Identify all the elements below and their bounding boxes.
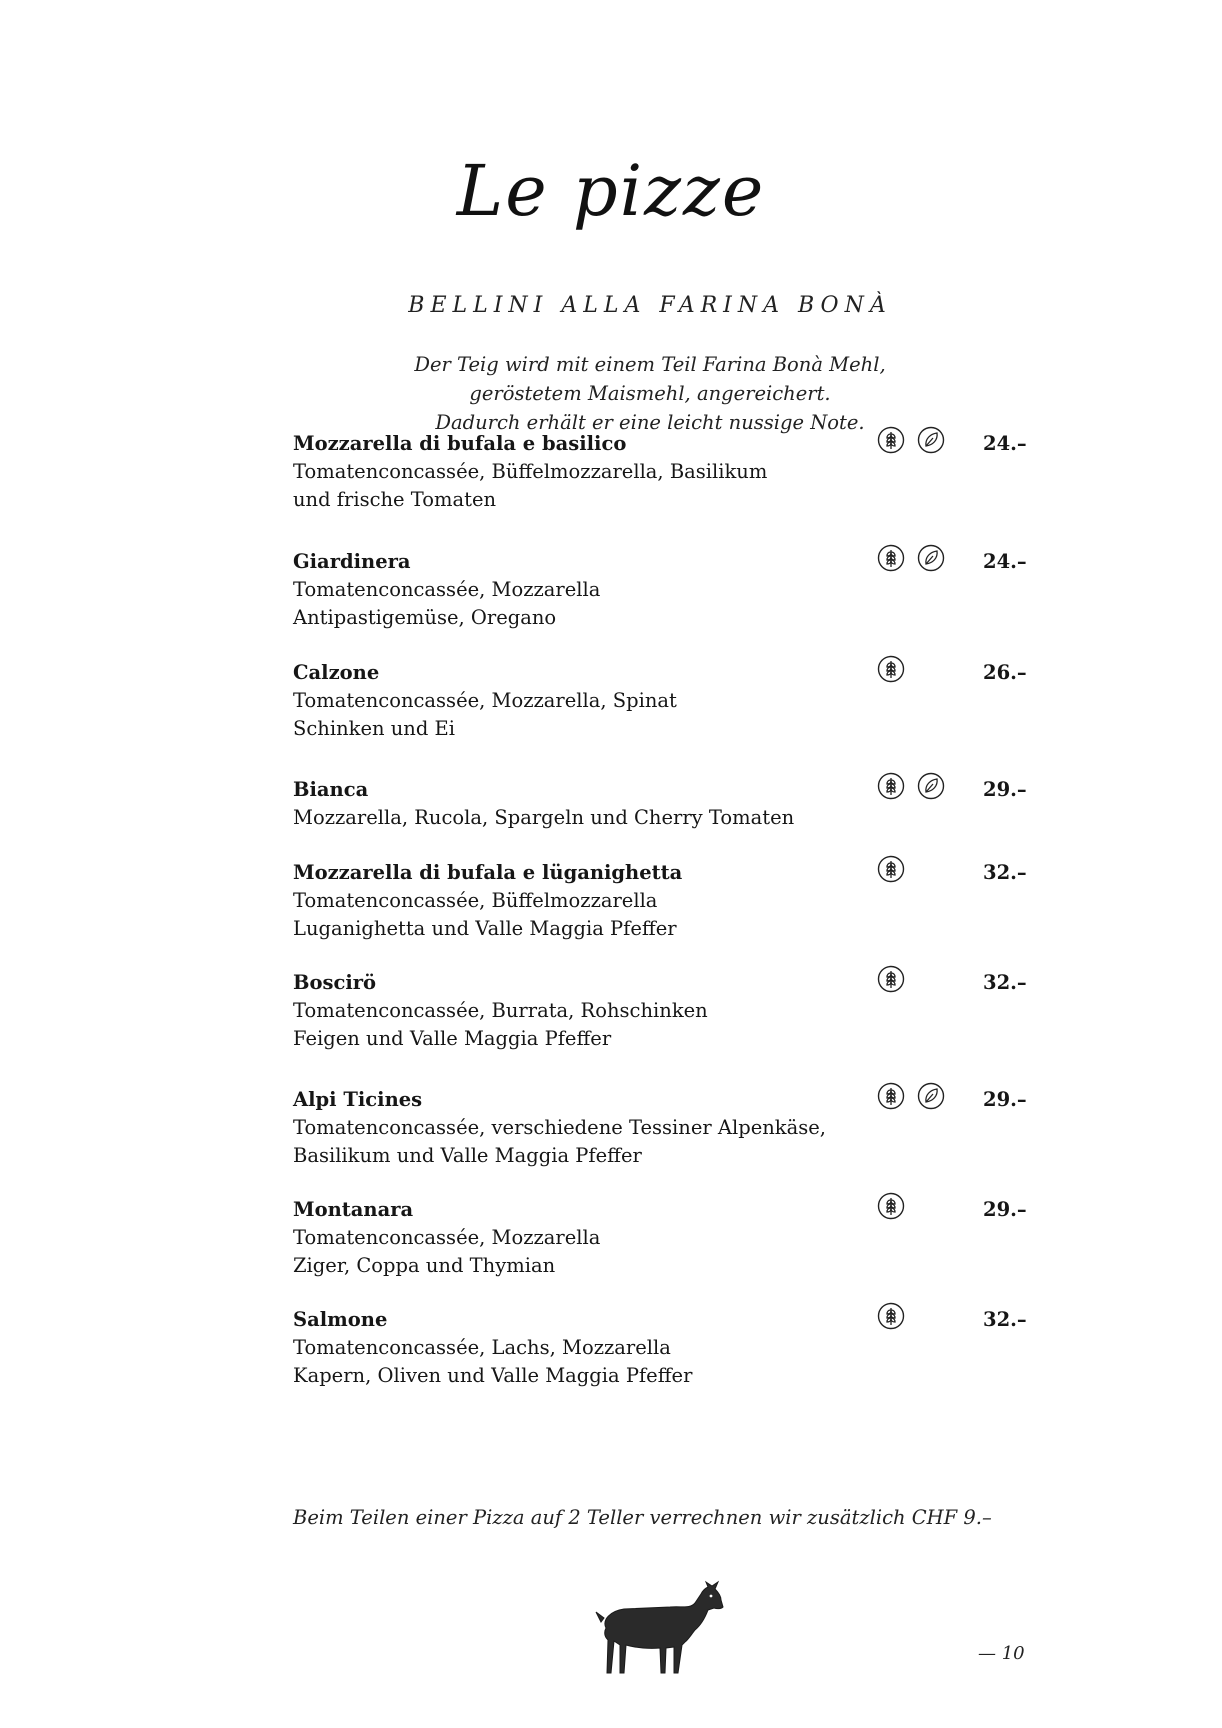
menu-item-description: Tomatenconcassée, Lachs, Mozzarella xyxy=(293,1336,671,1359)
menu-item-description: Schinken und Ei xyxy=(293,717,456,740)
menu-item-description: Tomatenconcassée, Mozzarella, Spinat xyxy=(293,689,677,712)
dietary-icons xyxy=(877,855,905,883)
sharing-footnote: Beim Teilen einer Pizza auf 2 Teller verrechnen wir zusätzlich CHF 9.– xyxy=(293,1506,992,1529)
menu-item-price: 24.– xyxy=(983,432,1027,455)
menu-item xyxy=(293,1086,1053,1170)
menu-item-description: Luganighetta und Valle Maggia Pfeffer xyxy=(293,917,677,940)
menu-item-description: Ziger, Coppa und Thymian xyxy=(293,1254,556,1277)
menu-item-description: Tomatenconcassée, Mozzarella xyxy=(293,1226,601,1249)
menu-item-price: 29.– xyxy=(983,1088,1027,1111)
dietary-icons xyxy=(877,655,905,683)
menu-item-name: Alpi Ticines xyxy=(293,1088,423,1111)
menu-item-name: Salmone xyxy=(293,1308,388,1331)
menu-item-price: 26.– xyxy=(983,661,1027,684)
dietary-icons xyxy=(877,965,905,993)
dietary-icons xyxy=(877,1192,905,1220)
wheat-icon xyxy=(877,426,905,454)
wheat-icon xyxy=(877,965,905,993)
wheat-icon xyxy=(877,655,905,683)
menu-item-name: Boscirö xyxy=(293,971,377,994)
intro-text xyxy=(0,350,1222,437)
page-number: — 10 xyxy=(978,1643,1025,1664)
goat-illustration-icon xyxy=(592,1578,727,1678)
menu-item-price: 24.– xyxy=(983,550,1027,573)
menu-item-description: Mozzarella, Rucola, Spargeln und Cherry Tomaten xyxy=(293,806,795,829)
menu-item-price: 32.– xyxy=(983,861,1027,884)
dietary-icons xyxy=(877,1082,945,1110)
menu-item-description: Kapern, Oliven und Valle Maggia Pfeffer xyxy=(293,1364,693,1387)
menu-item-price: 32.– xyxy=(983,1308,1027,1331)
wheat-icon xyxy=(877,1192,905,1220)
menu-item xyxy=(293,776,1053,832)
intro-line: Dadurch erhält er eine leicht nussige Note. xyxy=(435,411,865,434)
intro-line: Der Teig wird mit einem Teil Farina Bonà Mehl, xyxy=(414,353,886,376)
menu-item-name: Calzone xyxy=(293,661,380,684)
menu-item-description: Tomatenconcassée, verschiedene Tessiner Alpenkäse, xyxy=(293,1116,826,1139)
wheat-icon xyxy=(877,1302,905,1330)
dietary-icons xyxy=(877,426,945,454)
menu-item-name: Mozzarella di bufala e basilico xyxy=(293,432,627,455)
menu-item xyxy=(293,659,1053,743)
menu-item xyxy=(293,548,1053,632)
menu-item-description: Feigen und Valle Maggia Pfeffer xyxy=(293,1027,612,1050)
wheat-icon xyxy=(877,544,905,572)
dietary-icons xyxy=(877,1302,905,1330)
menu-item-description: Antipastigemüse, Oregano xyxy=(293,606,557,629)
dietary-icons xyxy=(877,544,945,572)
menu-item-name: Mozzarella di bufala e lüganighetta xyxy=(293,861,683,884)
menu-item xyxy=(293,1306,1053,1390)
menu-item-price: 32.– xyxy=(983,971,1027,994)
menu-item xyxy=(293,859,1053,943)
leaf-icon xyxy=(917,772,945,800)
menu-item-description: Tomatenconcassée, Burrata, Rohschinken xyxy=(293,999,708,1022)
menu-item-description: und frische Tomaten xyxy=(293,488,497,511)
menu-item xyxy=(293,1196,1053,1280)
wheat-icon xyxy=(877,1082,905,1110)
leaf-icon xyxy=(917,544,945,572)
wheat-icon xyxy=(877,855,905,883)
menu-item-name: Montanara xyxy=(293,1198,414,1221)
leaf-icon xyxy=(917,1082,945,1110)
menu-item xyxy=(293,430,1053,514)
menu-item xyxy=(293,969,1053,1053)
menu-item-description: Tomatenconcassée, Mozzarella xyxy=(293,578,601,601)
menu-item-price: 29.– xyxy=(983,1198,1027,1221)
menu-item-description: Tomatenconcassée, Büffelmozzarella xyxy=(293,889,658,912)
menu-item-description: Tomatenconcassée, Büffelmozzarella, Basilikum xyxy=(293,460,768,483)
dietary-icons xyxy=(877,772,945,800)
wheat-icon xyxy=(877,772,905,800)
intro-line: geröstetem Maismehl, angereichert. xyxy=(469,382,831,405)
menu-item-description: Basilikum und Valle Maggia Pfeffer xyxy=(293,1144,642,1167)
menu-item-name: Bianca xyxy=(293,778,369,801)
section-subtitle: BELLINI ALLA FARINA BONÀ xyxy=(408,293,892,318)
page-title: Le pizze xyxy=(456,150,766,232)
menu-item-name: Giardinera xyxy=(293,550,411,573)
menu-item-price: 29.– xyxy=(983,778,1027,801)
leaf-icon xyxy=(917,426,945,454)
